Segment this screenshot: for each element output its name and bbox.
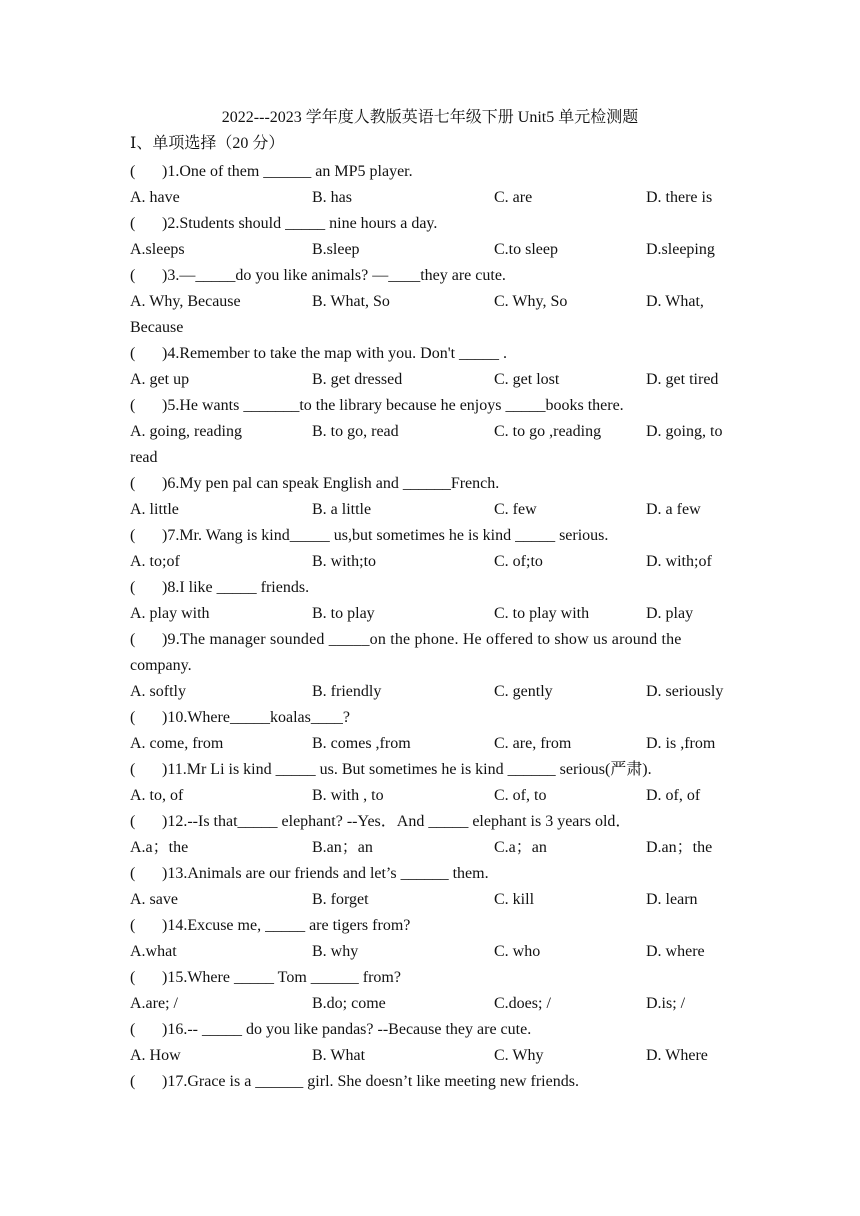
option-c: C. who	[494, 943, 541, 960]
option-d: D.sleeping	[646, 241, 715, 258]
option-b: B. comes ,from	[312, 735, 411, 752]
question-row	[130, 263, 730, 289]
question-row	[130, 393, 730, 419]
option-c: C. are, from	[494, 735, 572, 752]
question-row	[130, 913, 730, 939]
options-row	[130, 289, 730, 341]
question-row	[130, 211, 730, 237]
option-b: B.an；an	[312, 839, 373, 856]
option-d: D. with;of	[646, 553, 712, 570]
option-a: A.a；the	[130, 839, 189, 856]
option-c: C. to play with	[494, 605, 590, 622]
question-list	[130, 159, 730, 1095]
options-row	[130, 497, 730, 523]
answer-blank: (	[130, 579, 136, 596]
option-c: C. are	[494, 189, 533, 206]
question-text: )3.—_____do you like animals? —____they are cute.	[162, 267, 506, 284]
option-a: A. little	[130, 501, 179, 518]
option-a: A. to, of	[130, 787, 184, 804]
options-row	[130, 783, 730, 809]
question-row	[130, 757, 730, 783]
option-b: B. What	[312, 1047, 366, 1064]
option-a: A. Why, Because	[130, 293, 241, 310]
question-text: )15.Where _____ Tom ______ from?	[162, 969, 401, 986]
answer-blank: (	[130, 1073, 136, 1090]
option-a: A.sleeps	[130, 241, 185, 258]
option-b: B. a little	[312, 501, 372, 518]
question-text: )2.Students should _____ nine hours a day.	[162, 215, 438, 232]
options-row	[130, 549, 730, 575]
option-continued: Because	[130, 319, 184, 336]
option-continued: read	[130, 449, 158, 466]
option-b: B. with;to	[312, 553, 377, 570]
option-d: D. Where	[646, 1047, 708, 1064]
option-b: B. get dressed	[312, 371, 403, 388]
option-d: D. a few	[646, 501, 701, 518]
answer-blank: (	[130, 1021, 136, 1038]
option-b: B. forget	[312, 891, 369, 908]
answer-blank: (	[130, 215, 136, 232]
question-text: )17.Grace is a ______ girl. She doesn’t like meeting new friends.	[162, 1073, 579, 1090]
option-b: B.do; come	[312, 995, 386, 1012]
option-d: D. seriously	[646, 683, 724, 700]
option-b: B. why	[312, 943, 359, 960]
question-row	[130, 627, 730, 653]
question-text: )8.I like _____ friends.	[162, 579, 310, 596]
option-b: B. to play	[312, 605, 375, 622]
option-c: C.does; /	[494, 995, 551, 1012]
answer-blank: (	[130, 163, 136, 180]
answer-blank: (	[130, 917, 136, 934]
option-c: C. few	[494, 501, 537, 518]
options-row	[130, 601, 730, 627]
options-row	[130, 939, 730, 965]
options-row	[130, 887, 730, 913]
question-text: )4.Remember to take the map with you. Don't _____ .	[162, 345, 508, 362]
option-a: A. How	[130, 1047, 181, 1064]
option-d: D.is; /	[646, 995, 686, 1012]
options-row	[130, 419, 730, 471]
question-row	[130, 471, 730, 497]
question-row	[130, 523, 730, 549]
option-a: A. softly	[130, 683, 186, 700]
options-row	[130, 731, 730, 757]
options-row	[130, 185, 730, 211]
option-b: B. to go, read	[312, 423, 399, 440]
option-a: A. have	[130, 189, 180, 206]
options-row	[130, 991, 730, 1017]
option-b: B. What, So	[312, 293, 390, 310]
option-a: A. come, from	[130, 735, 224, 752]
options-row	[130, 237, 730, 263]
option-d: D. play	[646, 605, 694, 622]
answer-blank: (	[130, 397, 136, 414]
question-text: )9.The manager sounded _____on the phone. He offered to show us around the	[162, 631, 682, 648]
question-row	[130, 861, 730, 887]
question-text: )10.Where_____koalas____?	[162, 709, 350, 726]
option-a: A. save	[130, 891, 178, 908]
section-heading: Ⅰ、单项选择（20 分）	[130, 135, 285, 152]
question-text: )1.One of them ______ an MP5 player.	[162, 163, 413, 180]
option-d: D. get tired	[646, 371, 719, 388]
option-d: D. What,	[646, 293, 704, 310]
question-row	[130, 341, 730, 367]
option-c: C.to sleep	[494, 241, 558, 258]
option-b: B. has	[312, 189, 352, 206]
question-text: )14.Excuse me, _____ are tigers from?	[162, 917, 411, 934]
option-a: A. get up	[130, 371, 190, 388]
question-text: )16.-- _____ do you like pandas? --Because they are cute.	[162, 1021, 532, 1038]
option-d: D. is ,from	[646, 735, 716, 752]
options-row	[130, 835, 730, 861]
option-c: C. get lost	[494, 371, 560, 388]
answer-blank: (	[130, 709, 136, 726]
option-a: A. play with	[130, 605, 210, 622]
option-c: C. gently	[494, 683, 553, 700]
answer-blank: (	[130, 969, 136, 986]
option-a: A.are; /	[130, 995, 178, 1012]
answer-blank: (	[130, 865, 136, 882]
option-a: A. going, reading	[130, 423, 242, 440]
option-d: D. of, of	[646, 787, 701, 804]
question-text-continued: company.	[130, 657, 192, 674]
option-b: B. with , to	[312, 787, 384, 804]
option-b: B.sleep	[312, 241, 360, 258]
question-text: )11.Mr Li is kind _____ us. But sometimes he is kind ______ serious(严肃).	[162, 761, 652, 778]
options-row	[130, 367, 730, 393]
option-d: D. learn	[646, 891, 698, 908]
answer-blank: (	[130, 475, 136, 492]
question-row	[130, 575, 730, 601]
question-row	[130, 965, 730, 991]
option-b: B. friendly	[312, 683, 382, 700]
answer-blank: (	[130, 761, 136, 778]
option-a: A.what	[130, 943, 177, 960]
question-row	[130, 705, 730, 731]
option-c: C. of;to	[494, 553, 543, 570]
question-text: )5.He wants _______to the library because he enjoys _____books there.	[162, 397, 624, 414]
answer-blank: (	[130, 631, 136, 648]
document-title: 2022---2023 学年度人教版英语七年级下册 Unit5 单元检测题	[221, 109, 639, 126]
answer-blank: (	[130, 345, 136, 362]
option-d: D. where	[646, 943, 705, 960]
option-c: C. of, to	[494, 787, 547, 804]
answer-blank: (	[130, 527, 136, 544]
question-text: )7.Mr. Wang is kind_____ us,but sometimes he is kind _____ serious.	[162, 527, 609, 544]
answer-blank: (	[130, 813, 136, 830]
option-c: C. to go ,reading	[494, 423, 602, 440]
options-row	[130, 1043, 730, 1069]
answer-blank: (	[130, 267, 136, 284]
question-row	[130, 1069, 730, 1095]
option-d: D. going, to	[646, 423, 723, 440]
option-d: D. there is	[646, 189, 713, 206]
option-c: C. Why, So	[494, 293, 568, 310]
question-row	[130, 159, 730, 185]
question-text: )6.My pen pal can speak English and ______French.	[162, 475, 500, 492]
question-text: )12.--Is that_____ elephant? --Yes．And _____ elephant is 3 years old．	[162, 813, 632, 830]
question-row	[130, 809, 730, 835]
option-c: C. Why	[494, 1047, 544, 1064]
option-d: D.an；the	[646, 839, 713, 856]
option-a: A. to;of	[130, 553, 180, 570]
option-c: C. kill	[494, 891, 535, 908]
question-row	[130, 1017, 730, 1043]
question-text: )13.Animals are our friends and let’s ______ them.	[162, 865, 489, 882]
options-row	[130, 679, 730, 705]
option-c: C.a；an	[494, 839, 547, 856]
